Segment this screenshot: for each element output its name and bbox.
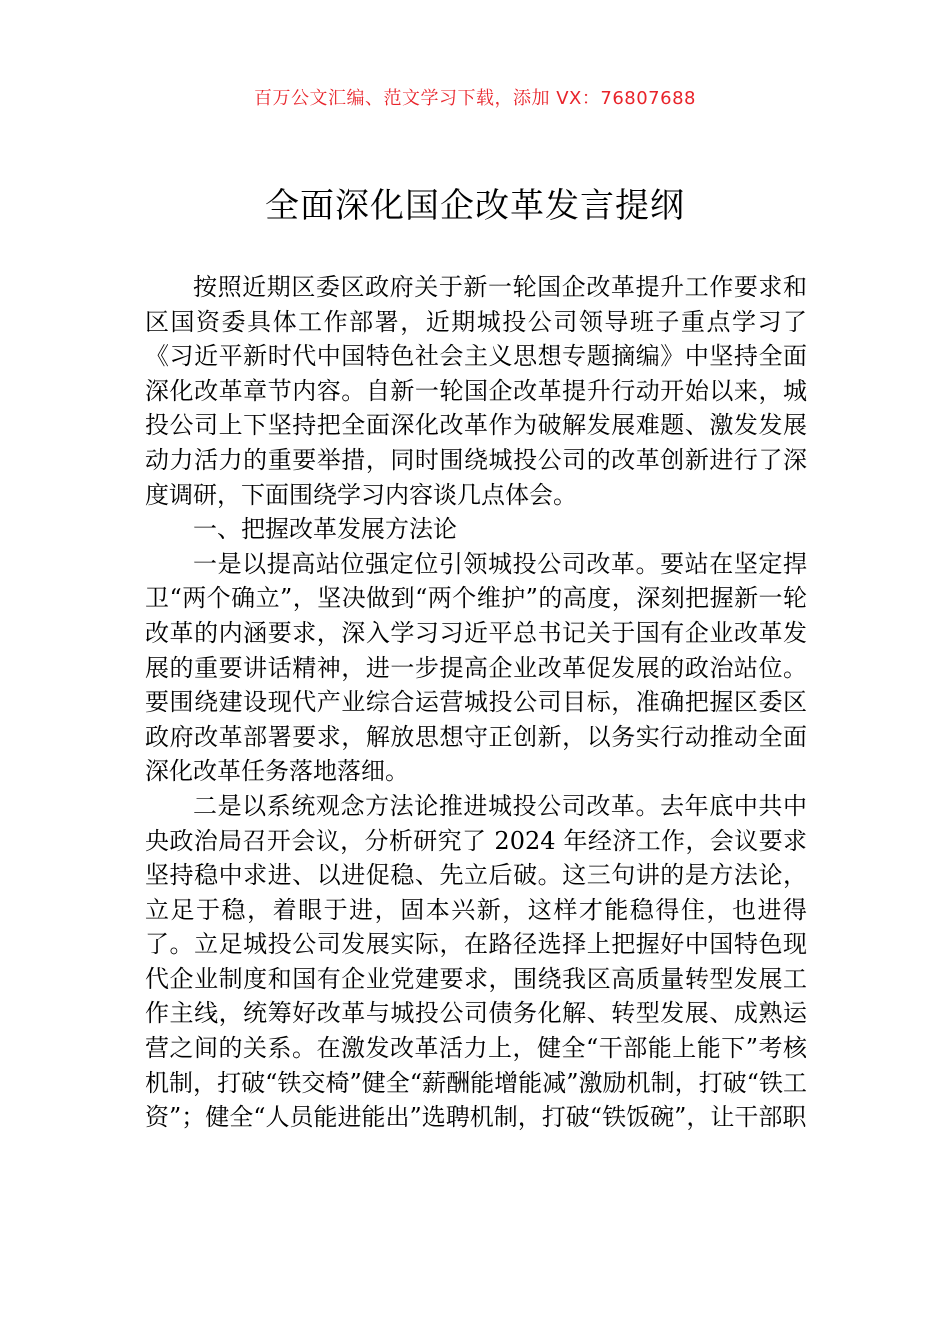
section-heading: 一、把握改革发展方法论 <box>193 515 457 544</box>
promo-banner: 百万公文汇编、范文学习下载，添加 VX：76807688 <box>254 88 696 109</box>
document-body <box>145 270 807 1135</box>
point-one-paragraph: 一是以提高站位强定位引领城投公司改革。要站在坚定捍卫“两个确立”，坚决做到“两个维护”的高度，深刻把握新一轮改革的内涵要求，深入学习习近平总书记关于国有企业改革发展的重要讲话精神，进一步提高企业改革促发展的政治站位。要围绕建设现代产业综合运营城投公司目标，准确把握区委区政府改革部署要求，解放思想守正创新，以务实行动推动全面深化改革任务落地落细。 <box>145 549 807 786</box>
point-two-paragraph: 二是以系统观念方法论推进城投公司改革。去年底中共中央政治局召开会议，分析研究了 2024 年经济工作，会议要求坚持稳中求进、以进促稳、先立后破。这三句讲的是方法论，立足于稳，着眼于进，固本兴新，这样才能稳得住，也进得了。立足城投公司发展实际，在路径选择上把握好中国特色现代企业制度和国有企业党建要求，围绕我区高质量转型发展工作主线，统筹好改革与城投公司债务化解、转型发展、成熟运营之间的关系。在激发改革活力上，健全“干部能上能下”考核机制，打破“铁交椅”健全“薪酬能增能减”激励机制，打破“铁工资”；健全“人员能进能出”选聘机制，打破“铁饭碗”，让干部职 <box>145 791 807 1132</box>
intro-paragraph: 按照近期区委区政府关于新一轮国企改革提升工作要求和区国资委具体工作部署，近期城投公司领导班子重点学习了《习近平新时代中国特色社会主义思想专题摘编》中坚持全面深化改革章节内容。自新一轮国企改革提升行动开始以来，城投公司上下坚持把全面深化改革作为破解发展难题、激发发展动力活力的重要举措，同时围绕城投公司的改革创新进行了深度调研，下面围绕学习内容谈几点体会。 <box>145 273 807 509</box>
document-title: 全面深化国企改革发言提纲 <box>265 186 685 226</box>
